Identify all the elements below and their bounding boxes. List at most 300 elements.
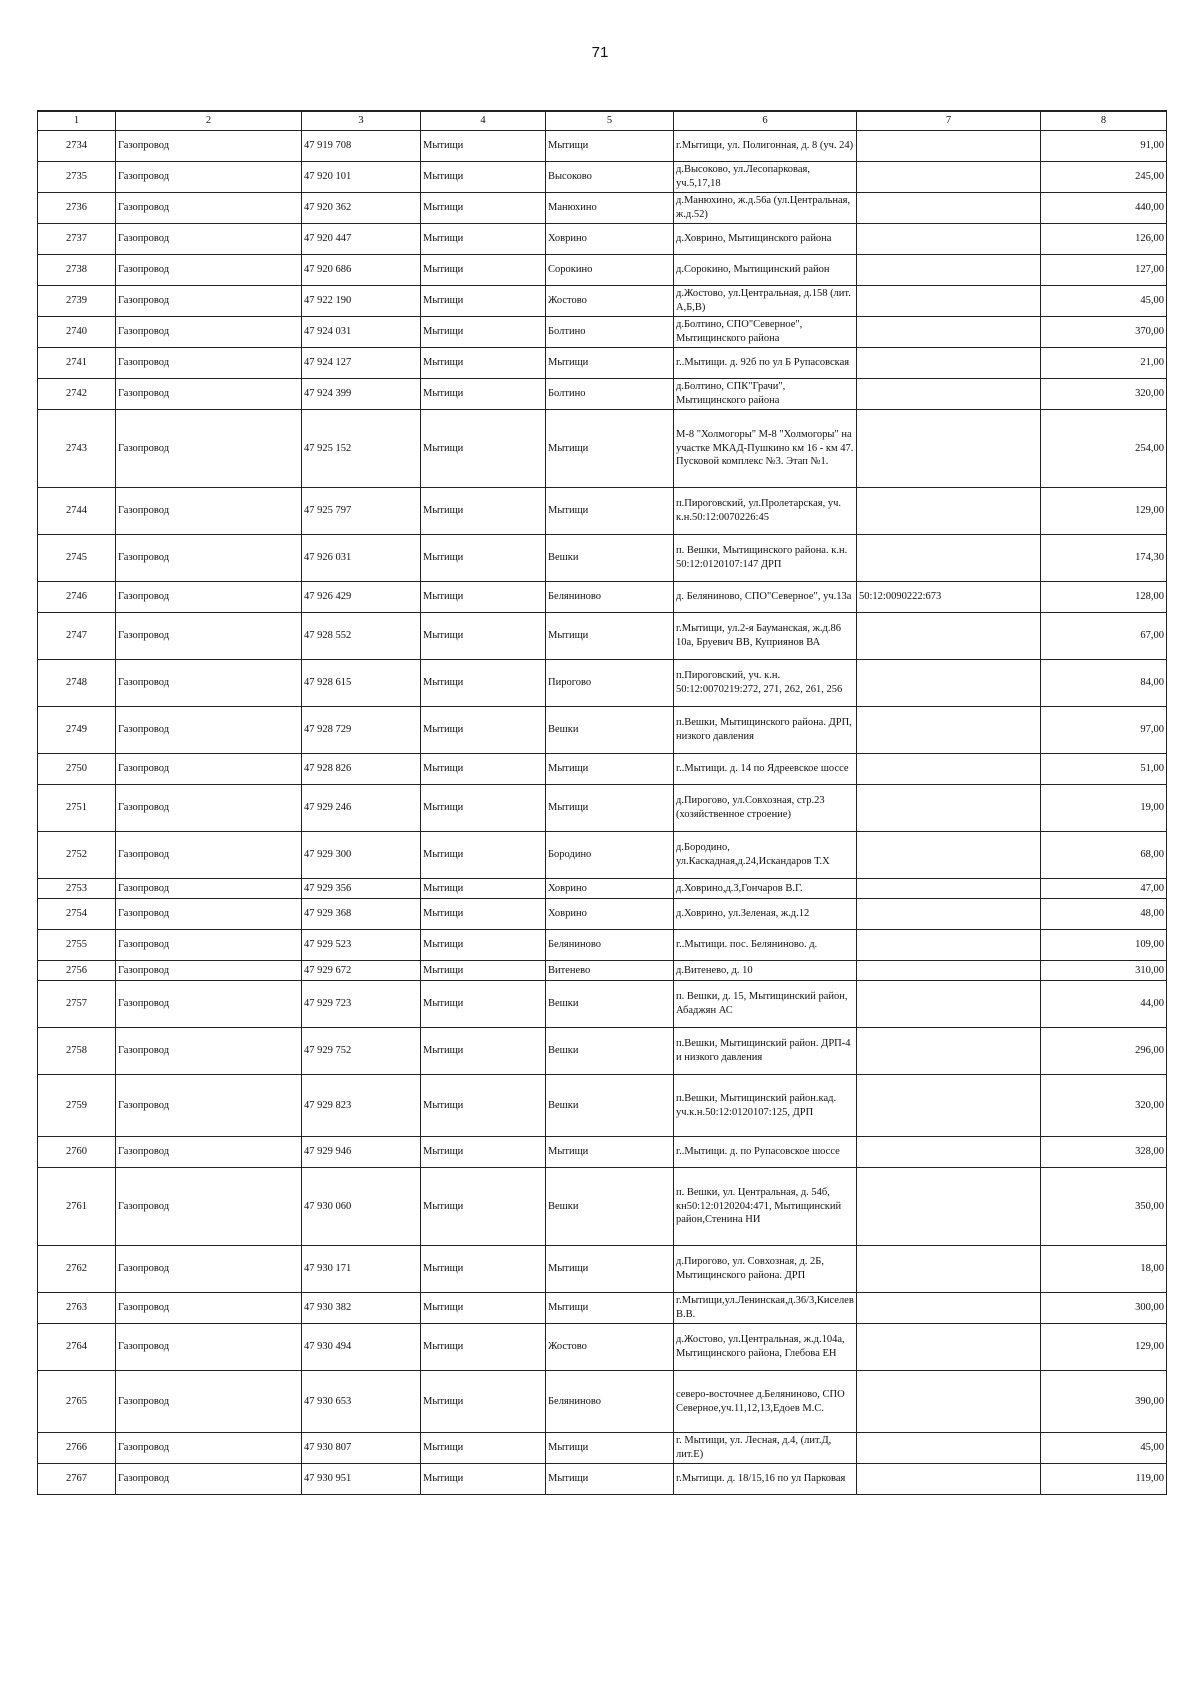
table-row [38, 1168, 1167, 1246]
address-cell: г.Мытищи, ул. Полигонная, д. 8 (уч. 24) [674, 131, 857, 162]
value-cell: 129,00 [1041, 488, 1167, 535]
district-cell: Мытищи [421, 660, 546, 707]
object-code-cell: 47 924 031 [302, 317, 421, 348]
cadastral-number-cell [857, 162, 1041, 193]
object-code-cell: 47 925 152 [302, 410, 421, 488]
column-header: 4 [421, 111, 546, 131]
object-type-cell: Газопровод [116, 1324, 302, 1371]
table-row [38, 535, 1167, 582]
row-number-cell: 2750 [38, 754, 116, 785]
row-number-cell: 2742 [38, 379, 116, 410]
row-number-cell: 2762 [38, 1246, 116, 1293]
object-type-cell: Газопровод [116, 535, 302, 582]
locality-cell: Вешки [546, 1075, 674, 1137]
district-cell: Мытищи [421, 1324, 546, 1371]
address-cell: д.Бородино, ул.Каскадная,д.24,Искандаров Т.Х [674, 832, 857, 879]
table-row [38, 879, 1167, 899]
locality-cell: Мытищи [546, 410, 674, 488]
value-cell: 51,00 [1041, 754, 1167, 785]
cadastral-number-cell [857, 707, 1041, 754]
address-cell: г..Мытищи. пос. Беляниново. д. [674, 930, 857, 961]
locality-cell: Мытищи [546, 1293, 674, 1324]
district-cell: Мытищи [421, 1464, 546, 1495]
address-cell: М-8 "Холмогоры" М-8 "Холмогоры" на участке МКАД-Пушкино км 16 - км 47. Пусковой комплекс №3. Этап №1. [674, 410, 857, 488]
district-cell: Мытищи [421, 162, 546, 193]
row-number-cell: 2736 [38, 193, 116, 224]
object-type-cell: Газопровод [116, 255, 302, 286]
locality-cell: Мытищи [546, 1246, 674, 1293]
object-code-cell: 47 924 127 [302, 348, 421, 379]
object-code-cell: 47 928 552 [302, 613, 421, 660]
object-code-cell: 47 920 686 [302, 255, 421, 286]
locality-cell: Ховрино [546, 899, 674, 930]
object-type-cell: Газопровод [116, 930, 302, 961]
address-cell: п.Пироговский, ул.Пролетарская, уч. к.н.50:12:0070226:45 [674, 488, 857, 535]
value-cell: 328,00 [1041, 1137, 1167, 1168]
address-cell: северо-восточнее д.Беляниново, СПО Северное,уч.11,12,13,Едоев М.С. [674, 1371, 857, 1433]
row-number-cell: 2752 [38, 832, 116, 879]
object-code-cell: 47 930 494 [302, 1324, 421, 1371]
district-cell: Мытищи [421, 410, 546, 488]
value-cell: 174,30 [1041, 535, 1167, 582]
row-number-cell: 2748 [38, 660, 116, 707]
locality-cell: Болтино [546, 317, 674, 348]
object-code-cell: 47 924 399 [302, 379, 421, 410]
district-cell: Мытищи [421, 488, 546, 535]
row-number-cell: 2767 [38, 1464, 116, 1495]
object-type-cell: Газопровод [116, 1168, 302, 1246]
object-type-cell: Газопровод [116, 1075, 302, 1137]
district-cell: Мытищи [421, 582, 546, 613]
locality-cell: Вешки [546, 1028, 674, 1075]
address-cell: г.Мытищи, ул.2-я Бауманская, ж.д.86 10а, Бруевич ВВ, Куприянов ВА [674, 613, 857, 660]
object-type-cell: Газопровод [116, 1371, 302, 1433]
table-row [38, 707, 1167, 754]
value-cell: 440,00 [1041, 193, 1167, 224]
cadastral-number-cell [857, 930, 1041, 961]
cadastral-number-cell [857, 1433, 1041, 1464]
address-cell: г..Мытищи. д. 14 по Ядреевское шоссе [674, 754, 857, 785]
locality-cell: Вешки [546, 707, 674, 754]
cadastral-number-cell [857, 348, 1041, 379]
cadastral-number-cell [857, 832, 1041, 879]
address-cell: д.Болтино, СПО"Северное", Мытищинского района [674, 317, 857, 348]
object-type-cell: Газопровод [116, 754, 302, 785]
locality-cell: Высоково [546, 162, 674, 193]
object-type-cell: Газопровод [116, 1028, 302, 1075]
cadastral-number-cell [857, 1168, 1041, 1246]
locality-cell: Беляниново [546, 930, 674, 961]
row-number-cell: 2746 [38, 582, 116, 613]
table-row [38, 162, 1167, 193]
value-cell: 91,00 [1041, 131, 1167, 162]
district-cell: Мытищи [421, 707, 546, 754]
district-cell: Мытищи [421, 131, 546, 162]
district-cell: Мытищи [421, 317, 546, 348]
address-cell: д.Болтино, СПК"Грачи", Мытищинского района [674, 379, 857, 410]
locality-cell: Мытищи [546, 131, 674, 162]
object-code-cell: 47 930 653 [302, 1371, 421, 1433]
locality-cell: Мытищи [546, 613, 674, 660]
cadastral-number-cell [857, 224, 1041, 255]
cadastral-number-cell [857, 1246, 1041, 1293]
registry-table [37, 110, 1167, 1495]
object-type-cell: Газопровод [116, 379, 302, 410]
district-cell: Мытищи [421, 832, 546, 879]
table-row [38, 255, 1167, 286]
locality-cell: Ховрино [546, 879, 674, 899]
locality-cell: Витенево [546, 961, 674, 981]
district-cell: Мытищи [421, 930, 546, 961]
value-cell: 45,00 [1041, 286, 1167, 317]
value-cell: 129,00 [1041, 1324, 1167, 1371]
cadastral-number-cell [857, 1028, 1041, 1075]
table-row [38, 379, 1167, 410]
address-cell: д.Манюхино, ж.д.56а (ул.Центральная, ж.д.52) [674, 193, 857, 224]
table-row [38, 660, 1167, 707]
locality-cell: Беляниново [546, 1371, 674, 1433]
cadastral-number-cell [857, 1075, 1041, 1137]
locality-cell: Сорокино [546, 255, 674, 286]
object-type-cell: Газопровод [116, 879, 302, 899]
value-cell: 126,00 [1041, 224, 1167, 255]
address-cell: д.Жостово, ул.Центральная, д.158 (лит. А,Б,В) [674, 286, 857, 317]
address-cell: д.Сорокино, Мытищинский район [674, 255, 857, 286]
column-header: 8 [1041, 111, 1167, 131]
cadastral-number-cell [857, 255, 1041, 286]
object-code-cell: 47 930 171 [302, 1246, 421, 1293]
address-cell: п.Вешки, Мытищинский район.кад. уч.к.н.50:12:0120107:125, ДРП [674, 1075, 857, 1137]
value-cell: 19,00 [1041, 785, 1167, 832]
locality-cell: Мытищи [546, 488, 674, 535]
row-number-cell: 2766 [38, 1433, 116, 1464]
address-cell: д.Пирогово, ул.Совхозная, стр.23 (хозяйственное строение) [674, 785, 857, 832]
row-number-cell: 2749 [38, 707, 116, 754]
object-code-cell: 47 929 723 [302, 981, 421, 1028]
district-cell: Мытищи [421, 348, 546, 379]
table-row [38, 348, 1167, 379]
object-type-cell: Газопровод [116, 286, 302, 317]
row-number-cell: 2743 [38, 410, 116, 488]
cadastral-number-cell [857, 1293, 1041, 1324]
table-row [38, 193, 1167, 224]
object-code-cell: 47 928 826 [302, 754, 421, 785]
locality-cell: Пирогово [546, 660, 674, 707]
locality-cell: Жостово [546, 286, 674, 317]
district-cell: Мытищи [421, 754, 546, 785]
column-header: 3 [302, 111, 421, 131]
table-row [38, 1246, 1167, 1293]
object-code-cell: 47 920 447 [302, 224, 421, 255]
object-code-cell: 47 930 382 [302, 1293, 421, 1324]
cadastral-number-cell [857, 535, 1041, 582]
object-type-cell: Газопровод [116, 317, 302, 348]
object-type-cell: Газопровод [116, 224, 302, 255]
row-number-cell: 2760 [38, 1137, 116, 1168]
district-cell: Мытищи [421, 193, 546, 224]
object-type-cell: Газопровод [116, 981, 302, 1028]
cadastral-number-cell [857, 193, 1041, 224]
value-cell: 18,00 [1041, 1246, 1167, 1293]
table-row [38, 1433, 1167, 1464]
object-type-cell: Газопровод [116, 785, 302, 832]
object-type-cell: Газопровод [116, 193, 302, 224]
page-number: 71 [591, 44, 609, 61]
table-row [38, 131, 1167, 162]
address-cell: д.Ховрино, Мытищинского района [674, 224, 857, 255]
address-cell: п. Вешки, Мытищинского района. к.н. 50:12:0120107:147 ДРП [674, 535, 857, 582]
object-type-cell: Газопровод [116, 1433, 302, 1464]
object-code-cell: 47 920 101 [302, 162, 421, 193]
address-cell: п. Вешки, д. 15, Мытищинский район, Абаджян АС [674, 981, 857, 1028]
row-number-cell: 2757 [38, 981, 116, 1028]
column-header: 6 [674, 111, 857, 131]
table-row [38, 613, 1167, 660]
table-row [38, 754, 1167, 785]
table-row [38, 1324, 1167, 1371]
value-cell: 370,00 [1041, 317, 1167, 348]
district-cell: Мытищи [421, 255, 546, 286]
cadastral-number-cell [857, 410, 1041, 488]
value-cell: 47,00 [1041, 879, 1167, 899]
cadastral-number-cell [857, 613, 1041, 660]
value-cell: 320,00 [1041, 1075, 1167, 1137]
district-cell: Мытищи [421, 379, 546, 410]
row-number-cell: 2756 [38, 961, 116, 981]
value-cell: 127,00 [1041, 255, 1167, 286]
table-row [38, 961, 1167, 981]
object-type-cell: Газопровод [116, 660, 302, 707]
table-row [38, 1137, 1167, 1168]
value-cell: 48,00 [1041, 899, 1167, 930]
cadastral-number-cell [857, 981, 1041, 1028]
address-cell: д.Высоково, ул.Лесопарковая, уч.5,17,18 [674, 162, 857, 193]
object-code-cell: 47 929 523 [302, 930, 421, 961]
value-cell: 21,00 [1041, 348, 1167, 379]
address-cell: г. Мытищи, ул. Лесная, д.4, (лит.Д, лит.Е) [674, 1433, 857, 1464]
object-code-cell: 47 929 300 [302, 832, 421, 879]
column-header: 2 [116, 111, 302, 131]
district-cell: Мытищи [421, 224, 546, 255]
value-cell: 320,00 [1041, 379, 1167, 410]
row-number-cell: 2747 [38, 613, 116, 660]
value-cell: 245,00 [1041, 162, 1167, 193]
district-cell: Мытищи [421, 1371, 546, 1433]
row-number-cell: 2765 [38, 1371, 116, 1433]
object-code-cell: 47 928 615 [302, 660, 421, 707]
cadastral-number-cell [857, 785, 1041, 832]
object-code-cell: 47 929 368 [302, 899, 421, 930]
row-number-cell: 2745 [38, 535, 116, 582]
table-row [38, 410, 1167, 488]
object-type-cell: Газопровод [116, 162, 302, 193]
object-code-cell: 47 928 729 [302, 707, 421, 754]
value-cell: 390,00 [1041, 1371, 1167, 1433]
table-row [38, 899, 1167, 930]
table-row [38, 286, 1167, 317]
object-code-cell: 47 929 823 [302, 1075, 421, 1137]
row-number-cell: 2738 [38, 255, 116, 286]
object-type-cell: Газопровод [116, 1137, 302, 1168]
locality-cell: Мытищи [546, 1137, 674, 1168]
address-cell: г.Мытищи,ул.Ленинская,д.36/3,Киселев В.В. [674, 1293, 857, 1324]
district-cell: Мытищи [421, 1293, 546, 1324]
value-cell: 128,00 [1041, 582, 1167, 613]
address-cell: п.Вешки, Мытищинский район. ДРП-4 и низкого давления [674, 1028, 857, 1075]
value-cell: 97,00 [1041, 707, 1167, 754]
value-cell: 45,00 [1041, 1433, 1167, 1464]
cadastral-number-cell: 50:12:0090222:673 [857, 582, 1041, 613]
row-number-cell: 2764 [38, 1324, 116, 1371]
row-number-cell: 2739 [38, 286, 116, 317]
row-number-cell: 2763 [38, 1293, 116, 1324]
object-code-cell: 47 930 807 [302, 1433, 421, 1464]
object-type-cell: Газопровод [116, 582, 302, 613]
object-code-cell: 47 926 429 [302, 582, 421, 613]
object-code-cell: 47 929 672 [302, 961, 421, 981]
locality-cell: Мытищи [546, 348, 674, 379]
object-code-cell: 47 930 951 [302, 1464, 421, 1495]
cadastral-number-cell [857, 286, 1041, 317]
row-number-cell: 2744 [38, 488, 116, 535]
district-cell: Мытищи [421, 535, 546, 582]
object-type-cell: Газопровод [116, 1464, 302, 1495]
cadastral-number-cell [857, 899, 1041, 930]
row-number-cell: 2735 [38, 162, 116, 193]
table-row [38, 930, 1167, 961]
locality-cell: Жостово [546, 1324, 674, 1371]
object-code-cell: 47 926 031 [302, 535, 421, 582]
address-cell: г.Мытищи. д. 18/15,16 по ул Парковая [674, 1464, 857, 1495]
object-type-cell: Газопровод [116, 488, 302, 535]
district-cell: Мытищи [421, 879, 546, 899]
row-number-cell: 2740 [38, 317, 116, 348]
address-cell: д.Витенево, д. 10 [674, 961, 857, 981]
cadastral-number-cell [857, 754, 1041, 785]
object-code-cell: 47 919 708 [302, 131, 421, 162]
row-number-cell: 2761 [38, 1168, 116, 1246]
locality-cell: Ховрино [546, 224, 674, 255]
object-code-cell: 47 929 752 [302, 1028, 421, 1075]
value-cell: 109,00 [1041, 930, 1167, 961]
district-cell: Мытищи [421, 1075, 546, 1137]
row-number-cell: 2753 [38, 879, 116, 899]
address-cell: д.Ховрино, ул.Зеленая, ж.д.12 [674, 899, 857, 930]
locality-cell: Болтино [546, 379, 674, 410]
locality-cell: Вешки [546, 535, 674, 582]
cadastral-number-cell [857, 131, 1041, 162]
cadastral-number-cell [857, 488, 1041, 535]
table-row [38, 832, 1167, 879]
object-type-cell: Газопровод [116, 961, 302, 981]
object-code-cell: 47 929 246 [302, 785, 421, 832]
address-cell: д.Пирогово, ул. Совхозная, д. 2Б, Мытищинского района. ДРП [674, 1246, 857, 1293]
district-cell: Мытищи [421, 1137, 546, 1168]
object-code-cell: 47 929 946 [302, 1137, 421, 1168]
value-cell: 68,00 [1041, 832, 1167, 879]
address-cell: д.Ховрино,д.3,Гончаров В.Г. [674, 879, 857, 899]
column-header: 1 [38, 111, 116, 131]
address-cell: д. Беляниново, СПО"Северное", уч.13а [674, 582, 857, 613]
locality-cell: Бородино [546, 832, 674, 879]
row-number-cell: 2741 [38, 348, 116, 379]
district-cell: Мытищи [421, 899, 546, 930]
address-cell: п.Пироговский, уч. к.н. 50:12:0070219:272, 271, 262, 261, 256 [674, 660, 857, 707]
row-number-cell: 2755 [38, 930, 116, 961]
object-type-cell: Газопровод [116, 613, 302, 660]
cadastral-number-cell [857, 961, 1041, 981]
row-number-cell: 2737 [38, 224, 116, 255]
address-cell: п.Вешки, Мытищинского района. ДРП, низкого давления [674, 707, 857, 754]
district-cell: Мытищи [421, 1246, 546, 1293]
cadastral-number-cell [857, 317, 1041, 348]
table-row [38, 317, 1167, 348]
district-cell: Мытищи [421, 1028, 546, 1075]
district-cell: Мытищи [421, 613, 546, 660]
object-type-cell: Газопровод [116, 707, 302, 754]
district-cell: Мытищи [421, 785, 546, 832]
table-row [38, 224, 1167, 255]
table-row [38, 1075, 1167, 1137]
district-cell: Мытищи [421, 981, 546, 1028]
value-cell: 300,00 [1041, 1293, 1167, 1324]
object-code-cell: 47 925 797 [302, 488, 421, 535]
table-row [38, 981, 1167, 1028]
object-code-cell: 47 930 060 [302, 1168, 421, 1246]
cadastral-number-cell [857, 879, 1041, 899]
value-cell: 119,00 [1041, 1464, 1167, 1495]
cadastral-number-cell [857, 660, 1041, 707]
district-cell: Мытищи [421, 286, 546, 317]
object-code-cell: 47 922 190 [302, 286, 421, 317]
value-cell: 254,00 [1041, 410, 1167, 488]
row-number-cell: 2751 [38, 785, 116, 832]
cadastral-number-cell [857, 1324, 1041, 1371]
header-row [38, 111, 1167, 131]
object-type-cell: Газопровод [116, 131, 302, 162]
value-cell: 67,00 [1041, 613, 1167, 660]
locality-cell: Вешки [546, 981, 674, 1028]
value-cell: 84,00 [1041, 660, 1167, 707]
table-row [38, 582, 1167, 613]
address-cell: д.Жостово, ул.Центральная, ж.д.104а, Мытищинского района, Глебова ЕН [674, 1324, 857, 1371]
cadastral-number-cell [857, 379, 1041, 410]
district-cell: Мытищи [421, 1433, 546, 1464]
object-code-cell: 47 920 362 [302, 193, 421, 224]
district-cell: Мытищи [421, 1168, 546, 1246]
locality-cell: Мытищи [546, 1464, 674, 1495]
address-cell: г..Мытищи. д. 92б по ул Б Рупасовская [674, 348, 857, 379]
locality-cell: Беляниново [546, 582, 674, 613]
object-type-cell: Газопровод [116, 1246, 302, 1293]
value-cell: 44,00 [1041, 981, 1167, 1028]
row-number-cell: 2758 [38, 1028, 116, 1075]
locality-cell: Манюхино [546, 193, 674, 224]
cadastral-number-cell [857, 1371, 1041, 1433]
row-number-cell: 2734 [38, 131, 116, 162]
address-cell: г..Мытищи. д. по Рупасовское шоссе [674, 1137, 857, 1168]
table-row [38, 1293, 1167, 1324]
locality-cell: Мытищи [546, 1433, 674, 1464]
row-number-cell: 2754 [38, 899, 116, 930]
table-row [38, 785, 1167, 832]
value-cell: 296,00 [1041, 1028, 1167, 1075]
object-type-cell: Газопровод [116, 1293, 302, 1324]
district-cell: Мытищи [421, 961, 546, 981]
object-code-cell: 47 929 356 [302, 879, 421, 899]
locality-cell: Вешки [546, 1168, 674, 1246]
cadastral-number-cell [857, 1464, 1041, 1495]
